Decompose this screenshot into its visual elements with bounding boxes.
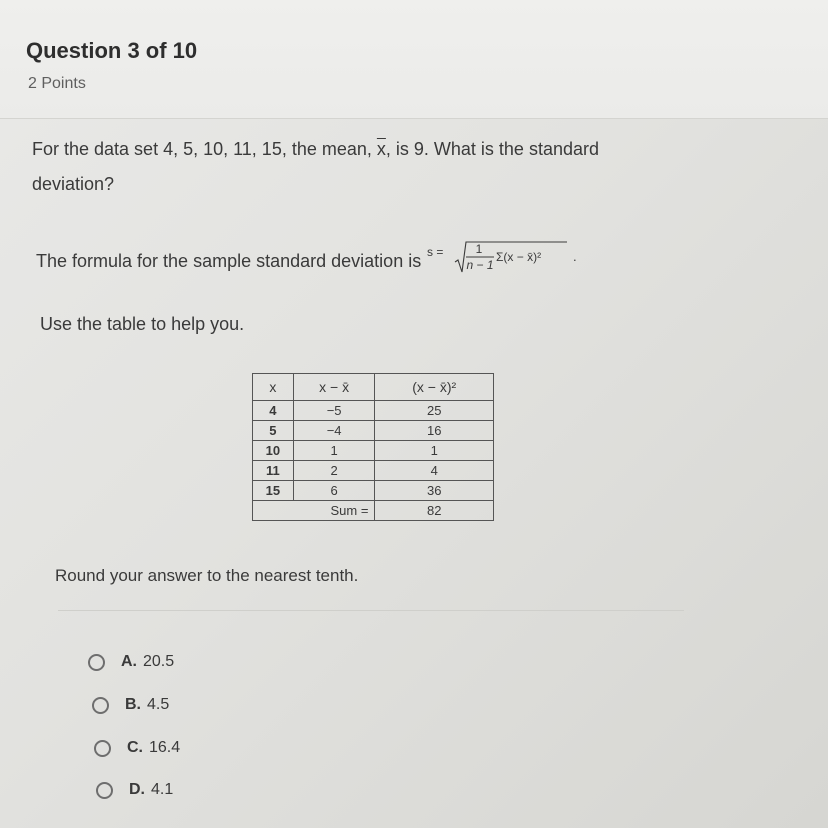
radio-button[interactable]: [88, 654, 105, 671]
question-text: [32, 132, 652, 202]
option-value: 4.5: [147, 696, 170, 713]
question-title: Question 3 of 10: [26, 38, 198, 63]
option-letter: C.: [127, 739, 143, 756]
cell-deviation: 6: [293, 481, 375, 501]
table-row: [253, 401, 494, 421]
radio-button[interactable]: [94, 740, 111, 757]
rounding-instruction: Round your answer to the nearest tenth.: [55, 566, 359, 585]
radio-button[interactable]: [92, 697, 109, 714]
header-deviation: x − x̄: [293, 374, 375, 401]
question-text-part-1: For the data set 4, 5, 10, 11, 15, the mean,: [32, 139, 377, 159]
option-letter: A.: [121, 653, 137, 670]
table-row: [253, 481, 494, 501]
formula-trailing: .: [573, 249, 577, 264]
answer-divider: [58, 610, 684, 611]
cell-squared: 36: [375, 481, 494, 501]
cell-deviation: 1: [293, 441, 375, 461]
data-table: [252, 373, 494, 521]
header-squared-deviation: (x − x̄)²: [375, 374, 494, 401]
table-row: [253, 461, 494, 481]
option-letter: D.: [129, 781, 145, 798]
option-letter: B.: [125, 696, 141, 713]
formula-denominator: n − 1: [466, 258, 494, 272]
std-dev-formula: [427, 236, 587, 286]
answer-option-b[interactable]: [92, 696, 169, 714]
cell-deviation: −4: [293, 421, 375, 441]
option-value: 16.4: [149, 739, 181, 756]
header-x: x: [253, 374, 294, 401]
formula-sum: Σ(x − x̄)²: [496, 250, 542, 264]
radio-button[interactable]: [96, 782, 113, 799]
cell-x: 11: [253, 461, 294, 481]
formula-intro: The formula for the sample standard deviation is: [36, 250, 422, 271]
question-text-part-2: , is 9. What is the standard deviation?: [32, 139, 599, 194]
formula-numerator: 1: [475, 242, 483, 256]
header-divider: [0, 118, 828, 119]
answer-option-c[interactable]: [94, 739, 180, 757]
table-row: [253, 421, 494, 441]
table-intro: Use the table to help you.: [40, 314, 245, 334]
sum-value: 82: [375, 501, 494, 521]
cell-x: 4: [253, 401, 294, 421]
table-sum-row: [253, 501, 494, 521]
answer-option-a[interactable]: [88, 653, 174, 671]
cell-squared: 25: [375, 401, 494, 421]
answer-option-d[interactable]: [96, 781, 173, 799]
cell-deviation: −5: [293, 401, 375, 421]
cell-squared: 1: [375, 441, 494, 461]
cell-x: 15: [253, 481, 294, 501]
table-row: [253, 441, 494, 461]
question-points: 2 Points: [28, 75, 86, 92]
sum-label: Sum =: [253, 501, 375, 521]
table-header-row: [253, 374, 494, 401]
option-value: 4.1: [151, 781, 174, 798]
cell-x: 10: [253, 441, 294, 461]
cell-squared: 4: [375, 461, 494, 481]
option-value: 20.5: [143, 653, 175, 670]
cell-x: 5: [253, 421, 294, 441]
mean-symbol: $\overline{x}$: [376, 139, 386, 159]
cell-deviation: 2: [293, 461, 375, 481]
formula-lhs: s =: [427, 245, 444, 259]
formula-row: [36, 236, 587, 286]
cell-squared: 16: [375, 421, 494, 441]
